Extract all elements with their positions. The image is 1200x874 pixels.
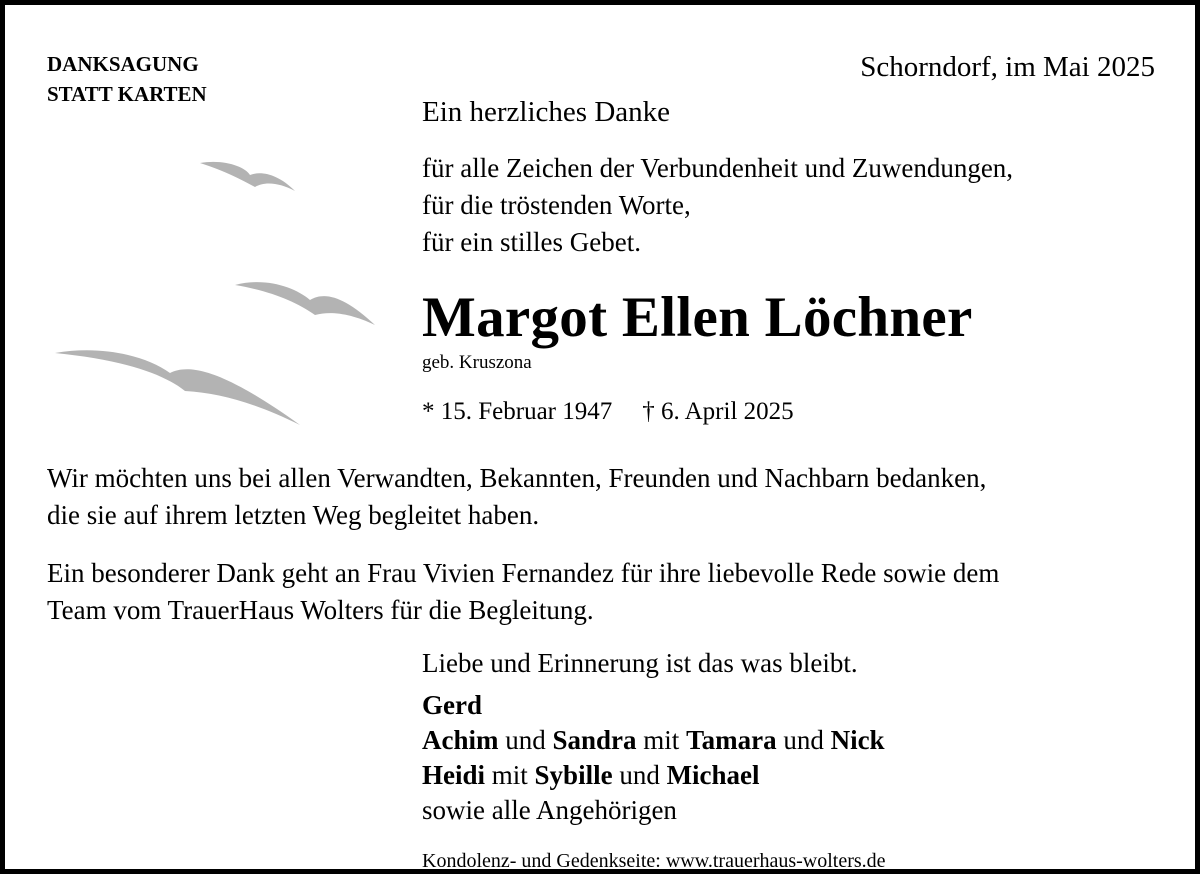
bird-icon bbox=[235, 282, 375, 325]
special-thanks-paragraph bbox=[47, 555, 999, 629]
connector: und bbox=[498, 725, 553, 755]
paragraph-line: Ein besonderer Dank geht an Frau Vivien Fernandez für ihre liebevolle Rede sowie dem bbox=[47, 558, 1000, 588]
thanks-line: für alle Zeichen der Verbundenheit und Zuwendungen, bbox=[422, 153, 1014, 183]
signers bbox=[422, 688, 885, 828]
life-dates bbox=[422, 395, 794, 429]
paragraph-line: Team vom TrauerHaus Wolters für die Begleitung. bbox=[47, 595, 594, 625]
condolence-footer: Kondolenz- und Gedenkseite: www.trauerhaus-wolters.de bbox=[422, 850, 886, 872]
thanks-lines bbox=[422, 150, 1013, 261]
motto: Liebe und Erinnerung ist das was bleibt. bbox=[422, 648, 858, 678]
signer-name: Gerd bbox=[422, 690, 482, 720]
thanks-paragraph bbox=[47, 460, 986, 534]
paragraph-line: die sie auf ihrem letzten Weg begleitet haben. bbox=[47, 500, 540, 530]
birth-date: * 15. Februar 1947 bbox=[422, 398, 613, 425]
signer-name: Nick bbox=[830, 725, 885, 755]
deceased-name: Margot Ellen Löchner bbox=[422, 286, 973, 349]
notice-heading bbox=[47, 49, 207, 109]
signer-name: Achim bbox=[422, 725, 499, 755]
connector: und bbox=[776, 725, 831, 755]
signer-name: Heidi bbox=[422, 760, 486, 790]
signer-name: Tamara bbox=[686, 725, 777, 755]
signer-name: Sandra bbox=[552, 725, 637, 755]
signer-name: Michael bbox=[666, 760, 760, 790]
connector: mit bbox=[485, 760, 535, 790]
thanks-line: für ein stilles Gebet. bbox=[422, 227, 641, 257]
intro-text: Ein herzliches Danke bbox=[422, 96, 671, 128]
bird-icon bbox=[55, 350, 300, 425]
bird-icon bbox=[200, 162, 295, 191]
signer-row: sowie alle Angehörigen bbox=[422, 795, 677, 825]
birds-illustration bbox=[45, 145, 415, 445]
place-date: Schorndorf, im Mai 2025 bbox=[860, 51, 1155, 83]
paragraph-line: Wir möchten uns bei allen Verwandten, Bekannten, Freunden und Nachbarn bedanken, bbox=[47, 463, 987, 493]
signer-row bbox=[422, 688, 885, 723]
signer-name: Sybille bbox=[534, 760, 613, 790]
connector: und bbox=[612, 760, 667, 790]
maiden-name: geb. Kruszona bbox=[422, 352, 532, 373]
heading-line-1: DANKSAGUNG bbox=[47, 52, 199, 76]
connector: mit bbox=[636, 725, 687, 755]
thanks-line: für die tröstenden Worte, bbox=[422, 190, 691, 220]
death-date: † 6. April 2025 bbox=[642, 398, 794, 425]
signer-row bbox=[422, 758, 885, 793]
signer-row bbox=[422, 723, 885, 758]
heading-line-2: STATT KARTEN bbox=[47, 82, 207, 106]
